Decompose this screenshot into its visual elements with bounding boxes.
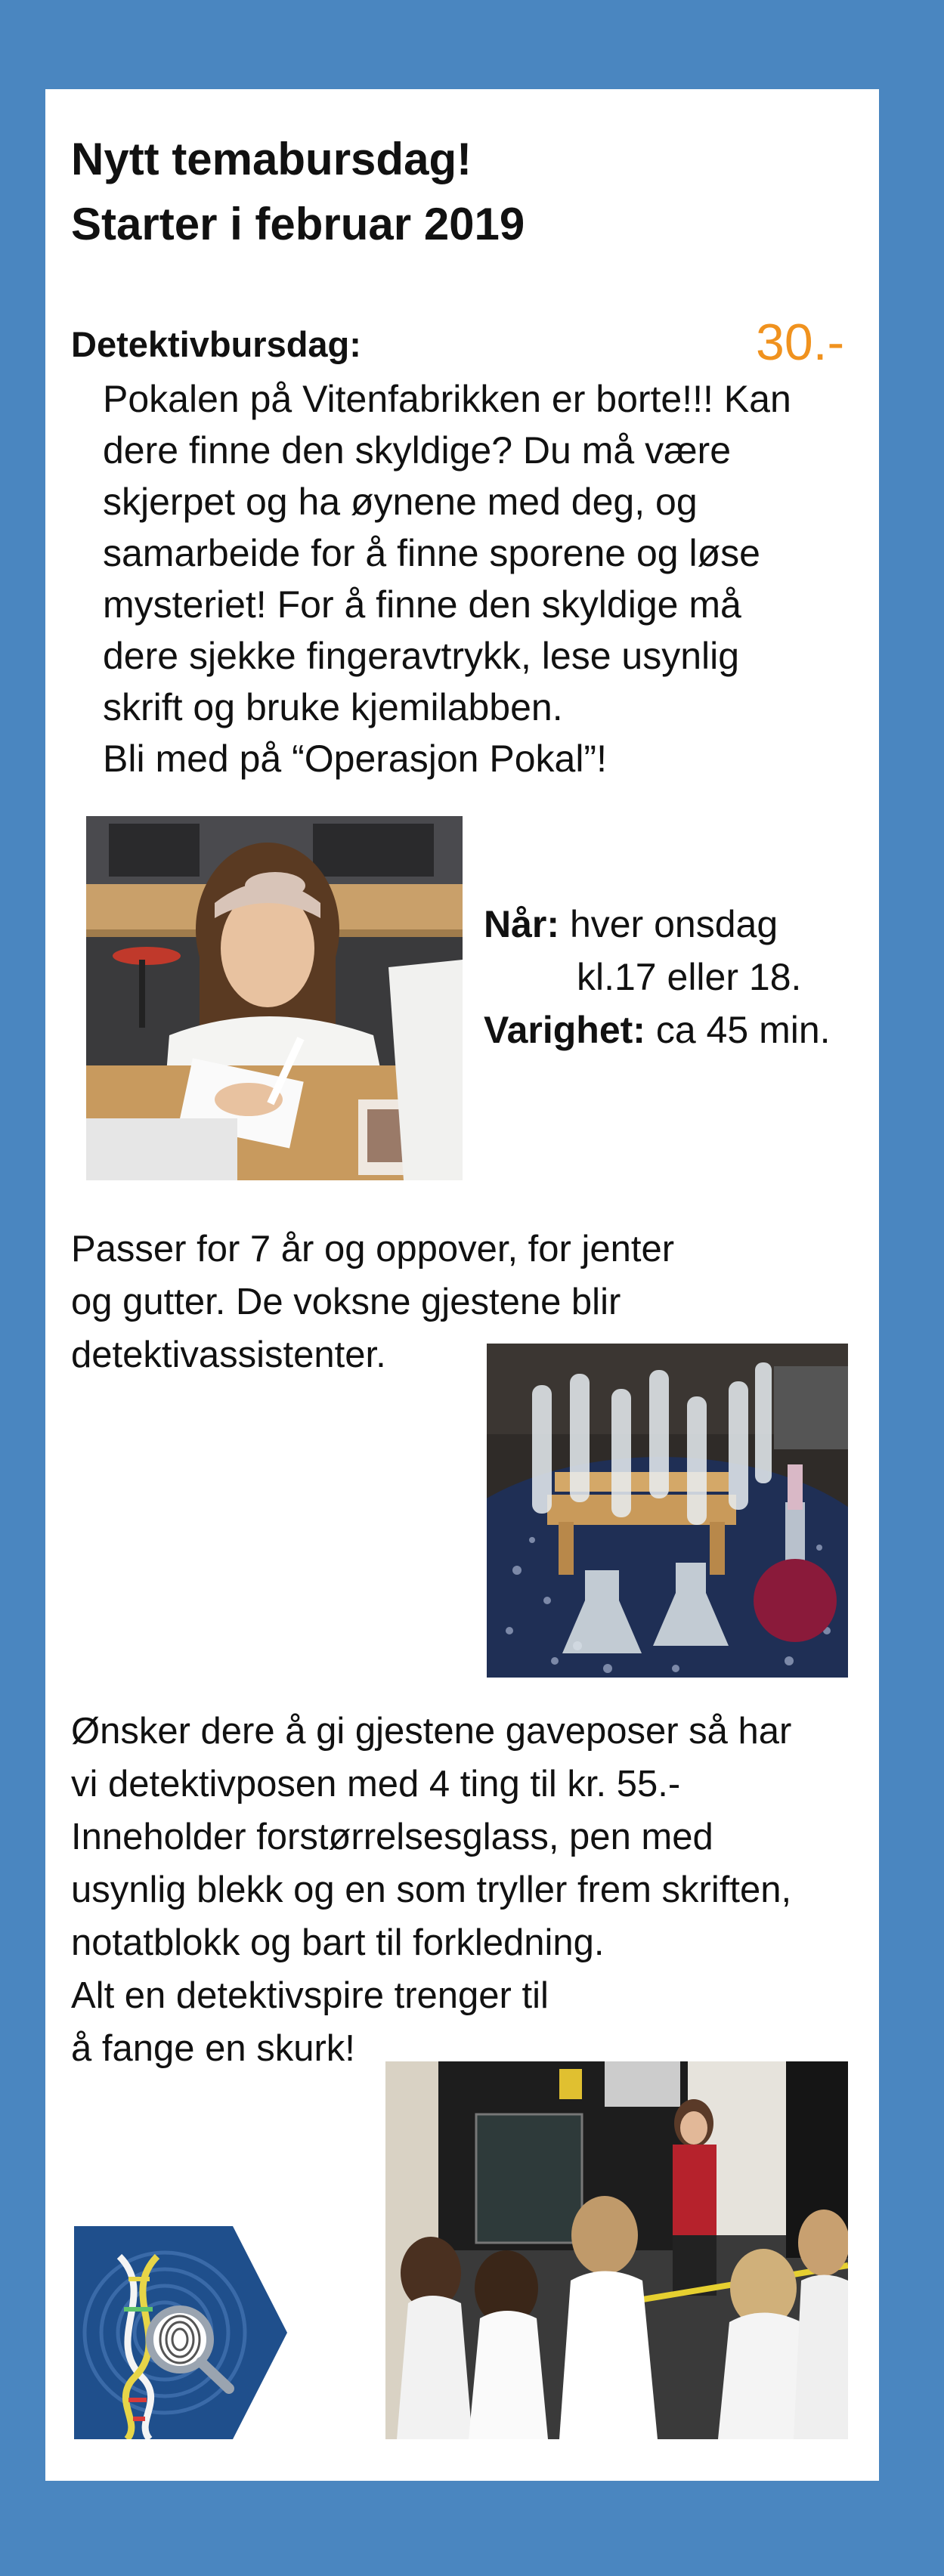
photo-detective-group-drawing bbox=[385, 2061, 848, 2439]
duration-row bbox=[484, 1003, 831, 1056]
photo-girl-writing-drawing bbox=[86, 816, 463, 1180]
detective-logo bbox=[74, 2226, 287, 2439]
gift-bag-paragraph bbox=[71, 1705, 791, 2075]
story-line: samarbeide for å finne sporene og løse bbox=[103, 532, 760, 574]
schedule-info bbox=[484, 898, 831, 1056]
story-line: mysteriet! For å finne den skyldige må bbox=[103, 583, 741, 626]
photo-lab-glassware bbox=[487, 1344, 848, 1678]
bag-line: Ønsker dere å gi gjestene gaveposer så har bbox=[71, 1711, 792, 1752]
page-title bbox=[71, 127, 827, 257]
story-line: Bli med på “Operasjon Pokal”! bbox=[103, 738, 607, 780]
bag-line: vi detektivposen med 4 ting til kr. 55.- bbox=[71, 1764, 681, 1804]
story-line: dere sjekke fingeravtrykk, lese usynlig bbox=[103, 635, 740, 677]
price-tag: 30.- bbox=[756, 314, 845, 371]
duration-label: Varighet: bbox=[484, 1009, 645, 1051]
when-row bbox=[484, 898, 831, 951]
when-time: kl.17 eller 18. bbox=[577, 956, 802, 998]
audience-line: Passer for 7 år og oppover, for jenter bbox=[71, 1229, 675, 1269]
photo-lab-glassware-drawing bbox=[487, 1344, 848, 1678]
headline-line-2: Starter i februar 2019 bbox=[71, 199, 525, 249]
story-line: Pokalen på Vitenfabrikken er borte!!! Kan bbox=[103, 378, 791, 420]
story-line: skjerpet og ha øynene med deg, og bbox=[103, 481, 698, 523]
bag-line: Inneholder forstørrelsesglass, pen med bbox=[71, 1817, 713, 1857]
story-line: dere finne den skyldige? Du må være bbox=[103, 429, 732, 472]
flyer-card bbox=[45, 89, 879, 2481]
audience-line: detektivassistenter. bbox=[71, 1334, 386, 1375]
story-paragraph bbox=[103, 373, 866, 784]
story-line: skrift og bruke kjemilabben. bbox=[103, 686, 563, 728]
bag-line: usynlig blekk og en som tryller frem skriften, bbox=[71, 1869, 792, 1910]
headline-line-1: Nytt temabursdag! bbox=[71, 134, 472, 184]
audience-line: og gutter. De voksne gjestene blir bbox=[71, 1282, 621, 1322]
bag-line: notatblokk og bart til forkledning. bbox=[71, 1922, 605, 1963]
when-value: hver onsdag bbox=[569, 903, 778, 945]
duration-value: ca 45 min. bbox=[655, 1009, 831, 1051]
when-label: Når: bbox=[484, 903, 560, 945]
photo-girl-writing bbox=[86, 816, 463, 1180]
fingerprint-dna-icon bbox=[74, 2226, 287, 2439]
bag-line: Alt en detektivspire trenger til bbox=[71, 1975, 549, 2016]
bag-line: å fange en skurk! bbox=[71, 2028, 355, 2069]
photo-detective-group bbox=[385, 2061, 848, 2439]
section-title: Detektivbursdag: bbox=[71, 324, 361, 364]
